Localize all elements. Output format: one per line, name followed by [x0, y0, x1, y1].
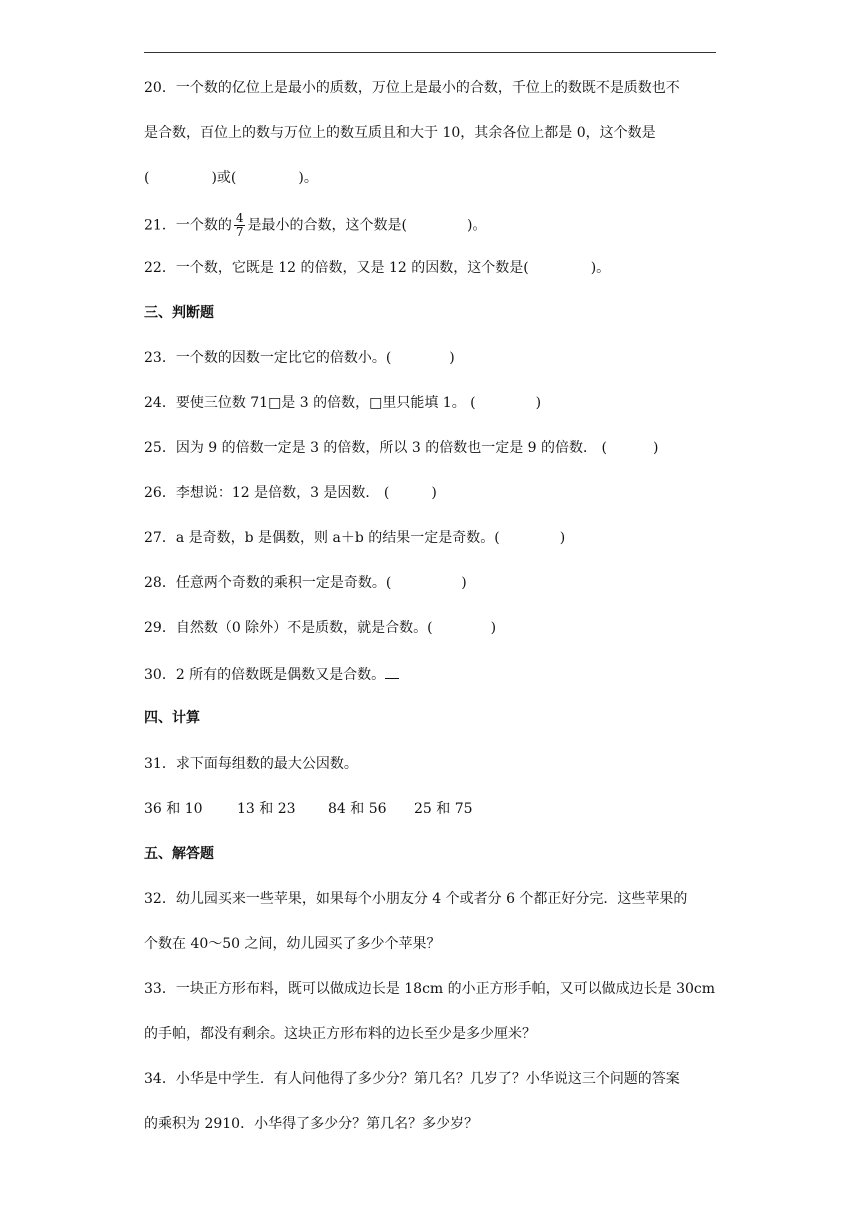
question-31: 31．求下面每组数的最大公因数。 — [144, 756, 358, 772]
fraction-denominator: 7 — [235, 225, 244, 239]
question-29 — [144, 618, 496, 638]
question-33-line-1: 33．一块正方形布料，既可以做成边长是 18cm 的小正方形手帕，又可以做成边长是 30cm — [144, 981, 716, 997]
gcd-group: 13 和 23 — [237, 801, 296, 817]
answer-underline-blank[interactable] — [385, 664, 399, 679]
question-29-text: 29．自然数（0 除外）不是质数，就是合数。( — [144, 620, 433, 636]
question-27 — [144, 528, 565, 548]
question-32-line-2: 个数在 40～50 之间，幼儿园买了多少个苹果？ — [144, 936, 441, 952]
answer-paren-close: ) — [559, 530, 566, 546]
answer-paren-close: ) — [652, 440, 659, 456]
question-22-text: 22．一个数，它既是 12 的倍数，又是 12 的因数，这个数是( — [144, 260, 529, 276]
question-34-line-1: 34．小华是中学生．有人问他得了多少分？第几名？几岁了？小华说这三个问题的答案 — [144, 1071, 680, 1087]
question-27-text: 27．a 是奇数，b 是偶数，则 a＋b 的结果一定是奇数。( — [144, 530, 500, 546]
answer-paren-close: ) — [490, 620, 497, 636]
answer-paren-close: ) — [431, 485, 437, 501]
question-28 — [144, 573, 467, 593]
answer-paren-middle: )或( — [211, 170, 237, 186]
question-21 — [144, 212, 486, 239]
answer-paren-close: )。 — [298, 170, 318, 186]
question-26-text: 26．李想说：12 是倍数，3 是因数． ( — [144, 485, 390, 501]
question-21-suffix: 是最小的合数，这个数是( — [247, 217, 407, 234]
section-heading-judgement: 三、判断题 — [144, 305, 214, 321]
question-23-text: 23．一个数的因数一定比它的倍数小。( — [144, 350, 392, 366]
question-30 — [144, 664, 399, 685]
question-20-line-3 — [144, 168, 318, 188]
question-28-text: 28．任意两个奇数的乘积一定是奇数。( — [144, 575, 392, 591]
question-24-text: 24．要使三位数 71□是 3 的倍数，□里只能填 1。 ( — [144, 395, 476, 411]
answer-paren-open: ( — [144, 170, 150, 186]
question-24 — [144, 393, 541, 413]
gcd-group: 84 和 56 — [328, 801, 387, 817]
question-22-end: )。 — [590, 260, 611, 276]
answer-paren-close: ) — [461, 575, 467, 591]
question-25-text: 25．因为 9 的倍数一定是 3 的倍数，所以 3 的倍数也一定是 9 的倍数． ( — [144, 440, 607, 456]
section-heading-calculation: 四、计算 — [144, 710, 200, 726]
header-rule — [144, 52, 716, 53]
answer-paren-close: ) — [535, 395, 542, 411]
gcd-group: 36 和 10 — [144, 801, 203, 817]
question-22 — [144, 258, 610, 278]
question-23 — [144, 348, 455, 368]
section-heading-word-problems: 五、解答题 — [144, 846, 214, 862]
fraction-numerator: 4 — [235, 211, 244, 225]
question-34-line-2: 的乘积为 2910．小华得了多少分？第几名？多少岁？ — [144, 1116, 479, 1132]
question-21-prefix: 21．一个数的 — [144, 217, 232, 234]
question-25 — [144, 438, 658, 458]
fraction — [234, 212, 246, 239]
question-20-line-2: 是合数，百位上的数与万位上的数互质且和大于 10，其余各位上都是 0，这个数是 — [144, 125, 656, 141]
question-33-line-2: 的手帕，都没有剩余。这块正方形布料的边长至少是多少厘米？ — [144, 1026, 536, 1042]
gcd-groups — [144, 799, 473, 819]
question-32-line-1: 32．幼儿园买来一些苹果，如果每个小朋友分 4 个或者分 6 个都正好分完．这些苹果的 — [144, 891, 688, 907]
answer-paren-close: ) — [449, 350, 455, 366]
question-30-text: 30．2 所有的倍数既是偶数又是合数。 — [144, 667, 386, 683]
question-21-end: )。 — [466, 217, 487, 234]
question-26 — [144, 483, 437, 503]
question-20-line-1: 20．一个数的亿位上是最小的质数，万位上是最小的合数，千位上的数既不是质数也不 — [144, 80, 680, 96]
gcd-group: 25 和 75 — [414, 801, 473, 817]
